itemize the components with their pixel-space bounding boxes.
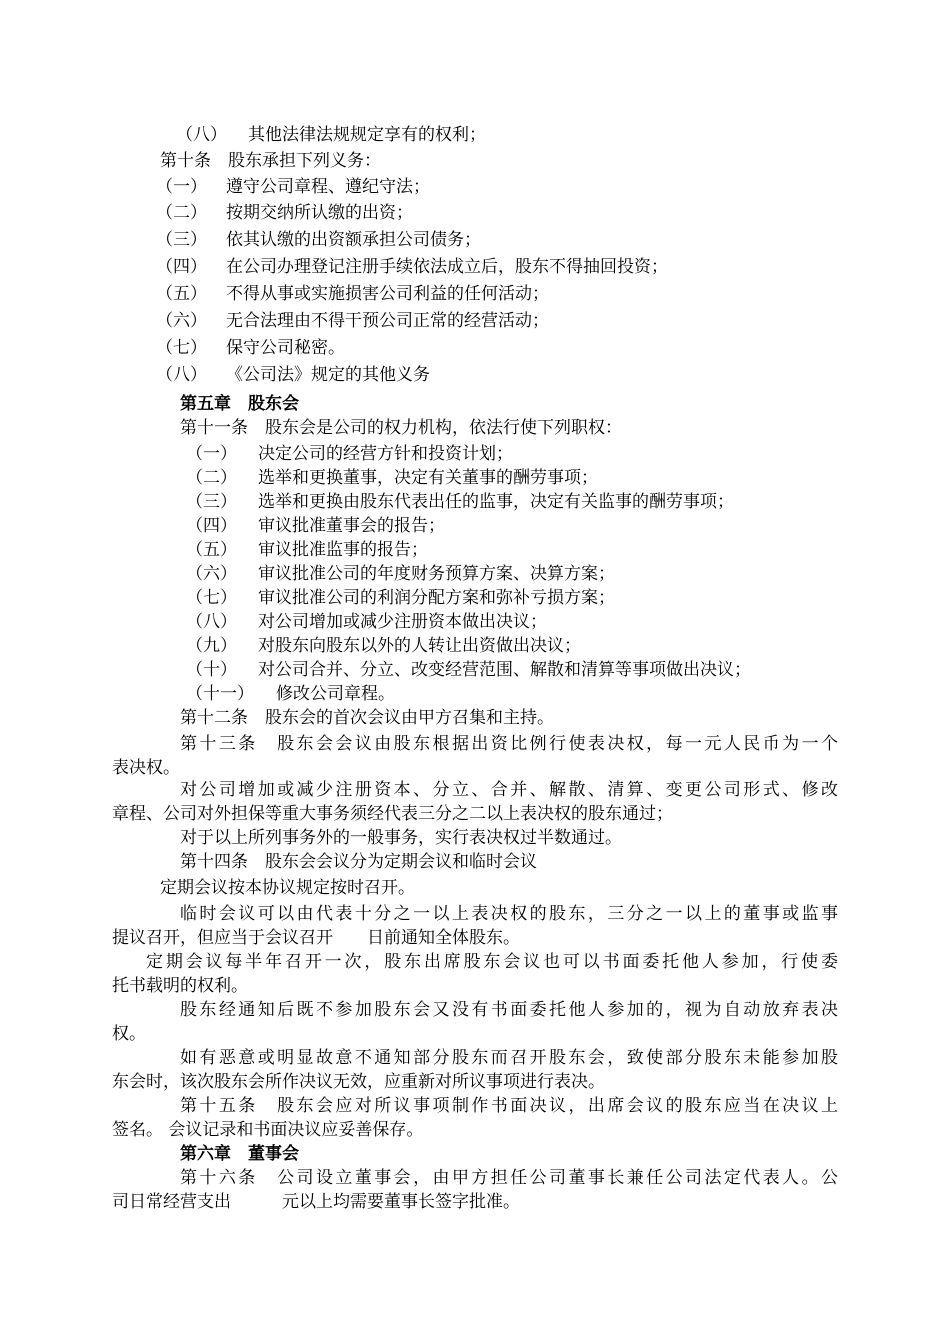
article-11-heading: 第十一条 股东会是公司的权力机构，依法行使下列职权： <box>180 418 622 438</box>
paragraph-line: 临时会议可以由代表十分之一以上表决权的股东，三分之一以上的董事或监事 <box>180 904 838 924</box>
paragraph-line: 提议召开，但应当于会议召开 日前通知全体股东。 <box>112 928 520 948</box>
power-item: （八） 对公司增加或减少注册资本做出决议； <box>186 612 547 632</box>
chapter-5-heading: 第五章 股东会 <box>180 394 299 414</box>
power-item: （三） 选举和更换由股东代表出任的监事，决定有关监事的酬劳事项； <box>186 492 734 512</box>
paragraph-line: 股东经通知后既不参加股东会又没有书面委托他人参加的，视为自动放弃表决 <box>180 1000 838 1020</box>
paragraph-line: 东会时，该次股东会所作决议无效，应重新对所议事项进行表决。 <box>112 1072 605 1092</box>
duty-item: （五） 不得从事或实施损害公司利益的任何活动； <box>156 284 549 304</box>
article-15-line-1: 第十五条 股东会应对所议事项制作书面决议，出席会议的股东应当在决议上 <box>180 1096 838 1116</box>
article-10-heading: 第十条 股东承担下列义务： <box>160 151 381 171</box>
duty-item: （七） 保守公司秘密。 <box>156 338 345 358</box>
article-16-line-1: 第十六条 公司设立董事会，由甲方担任公司董事长兼任公司法定代表人。公 <box>180 1168 838 1188</box>
paragraph-line: 权。 <box>112 1024 146 1044</box>
power-item: （十） 对公司合并、分立、改变经营范围、解散和清算等事项做出决议； <box>186 660 751 680</box>
power-item: （四） 审议批准董事会的报告； <box>186 516 445 536</box>
paragraph-line: 定期会议每半年召开一次，股东出席股东会议也可以书面委托他人参加，行使委 <box>146 952 838 972</box>
duty-item: （四） 在公司办理登记注册手续依法成立后，股东不得抽回投资； <box>156 257 668 277</box>
power-item: （十一） 修改公司章程。 <box>186 684 395 704</box>
power-item: （一） 决定公司的经营方针和投资计划； <box>186 444 513 464</box>
duty-item: （一） 遵守公司章程、遵纪守法； <box>156 177 430 197</box>
paragraph-line: 托书载明的权利。 <box>112 976 248 996</box>
duty-item: （六） 无合法理由不得干预公司正常的经营活动； <box>156 311 549 331</box>
paragraph-line: 对公司增加或减少注册资本、分立、合并、解散、清算、变更公司形式、修改 <box>180 780 838 800</box>
power-item: （六） 审议批准公司的年度财务预算方案、决算方案； <box>186 564 615 584</box>
duty-item: （二） 按期交纳所认缴的出资； <box>156 203 413 223</box>
duty-item: （三） 依其认缴的出资额承担公司债务； <box>156 230 481 250</box>
right-item-8: （八） 其他法律法规规定享有的权利； <box>176 125 486 145</box>
article-15-line-2: 签名。 会议记录和书面决议应妥善保存。 <box>112 1120 424 1140</box>
power-item: （七） 审议批准公司的利润分配方案和弥补亏损方案； <box>186 588 615 608</box>
article-12: 第十二条 股东会的首次会议由甲方召集和主持。 <box>180 708 554 728</box>
paragraph-line: 定期会议按本协议规定按时召开。 <box>160 878 415 898</box>
power-item: （五） 审议批准监事的报告； <box>186 540 428 560</box>
article-16-line-2: 司日常经营支出 元以上均需要董事长签字批准。 <box>112 1192 520 1212</box>
power-item: （二） 选举和更换董事，决定有关董事的酬劳事项； <box>186 468 598 488</box>
duty-item: （八） 《公司法》规定的其他义务 <box>156 365 430 385</box>
article-13-line-1: 第十三条 股东会会议由股东根据出资比例行使表决权，每一元人民币为一个 <box>180 734 838 754</box>
paragraph-line: 如有恶意或明显故意不通知部分股东而召开股东会，致使部分股东未能参加股 <box>180 1048 838 1068</box>
article-14-heading: 第十四条 股东会会议分为定期会议和临时会议 <box>180 852 537 872</box>
article-13-line-2: 表决权。 <box>112 758 180 778</box>
paragraph-line: 对于以上所列事务外的一般事务，实行表决权过半数通过。 <box>180 828 622 848</box>
chapter-6-heading: 第六章 董事会 <box>180 1144 299 1164</box>
paragraph-line: 章程、公司对外担保等重大事务须经代表三分之二以上表决权的股东通过； <box>112 804 673 824</box>
power-item: （九） 对股东向股东以外的人转让出资做出决议； <box>186 636 581 656</box>
